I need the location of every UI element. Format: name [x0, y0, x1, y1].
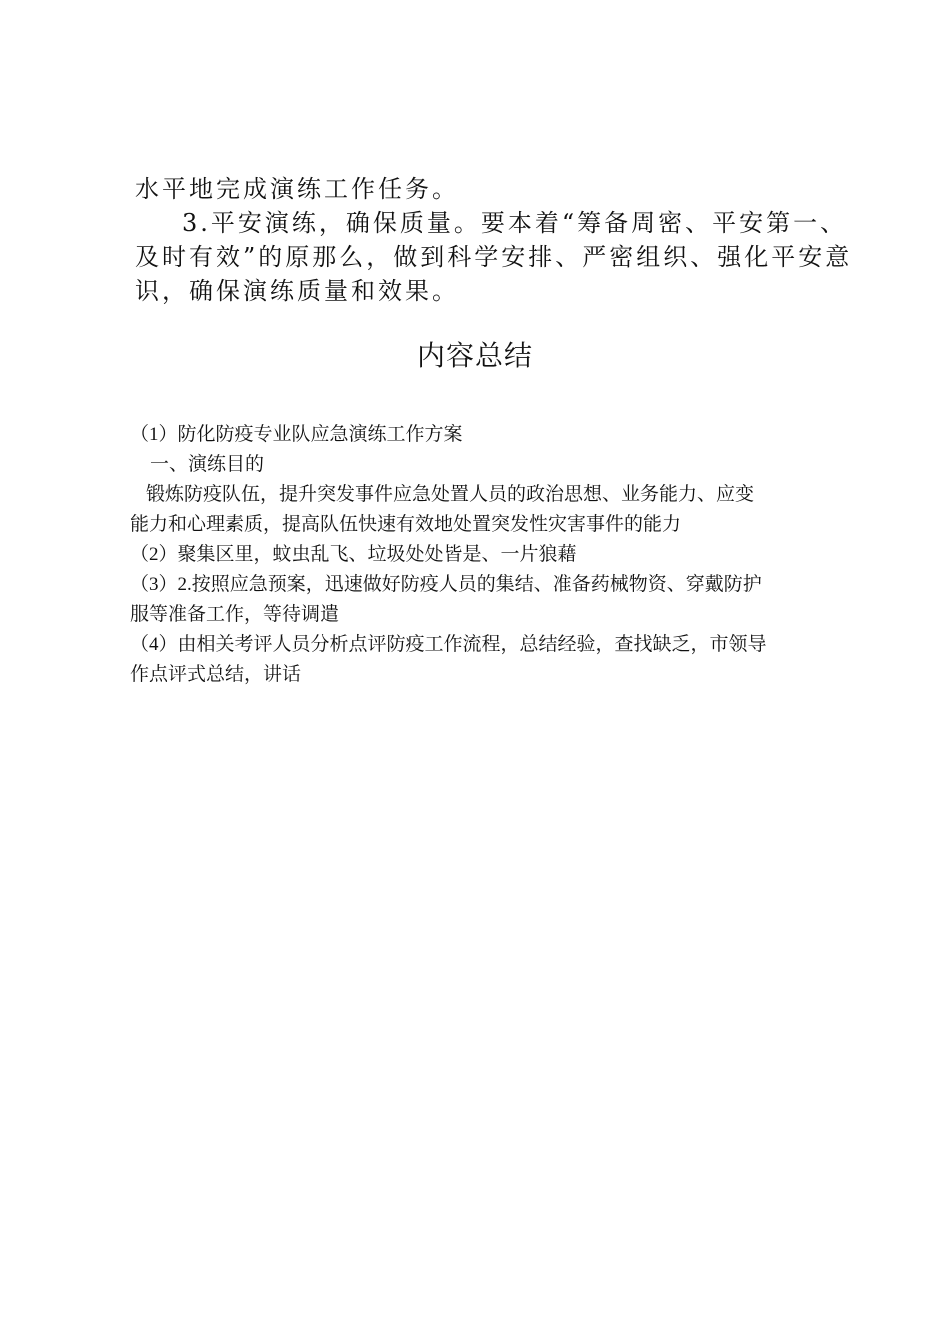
summary-line: 能力和心理素质，提高队伍快速有效地处置突发性灾害事件的能力: [130, 514, 682, 535]
body-line: 水平地完成演练工作任务。: [135, 175, 459, 203]
summary-line: （2）聚集区里，蚊虫乱飞、垃圾处处皆是、一片狼藉: [130, 544, 577, 565]
summary-line: 锻炼防疫队伍，提升突发事件应急处置人员的政治思想、业务能力、应变: [146, 484, 755, 505]
body-text-section: [135, 172, 853, 308]
summary-heading: 内容总结: [416, 339, 533, 372]
summary-line: 作点评式总结，讲话: [130, 664, 302, 685]
summary-line: （3）2.按照应急预案，迅速做好防疫人员的集结、准备药械物资、穿戴防护: [130, 574, 762, 595]
body-line: 3.平安演练，确保质量。要本着“筹备周密、平安第一、: [182, 209, 848, 237]
summary-line: 一、演练目的: [150, 454, 265, 475]
summary-line: （4）由相关考评人员分析点评防疫工作流程，总结经验，查找缺乏，市领导: [130, 634, 767, 655]
summary-line: 服等准备工作，等待调遣: [130, 604, 340, 625]
summary-section: [130, 420, 830, 690]
body-line: 识，确保演练质量和效果。: [135, 277, 459, 305]
body-line: 及时有效”的原那么，做到科学安排、严密组织、强化平安意: [135, 243, 853, 271]
summary-line: （1）防化防疫专业队应急演练工作方案: [130, 424, 463, 445]
